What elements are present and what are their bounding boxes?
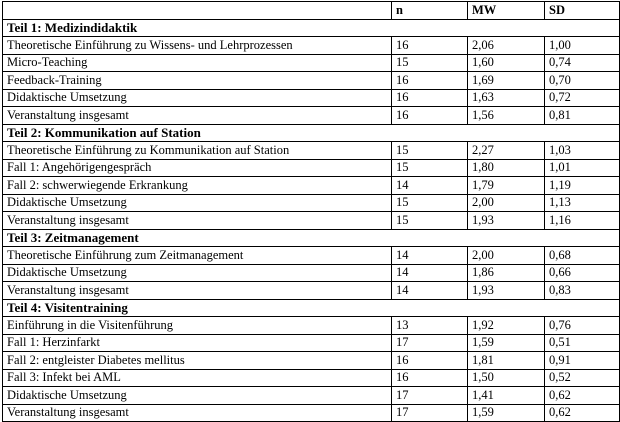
table-row <box>3 37 620 55</box>
item-label-cell: Micro-Teaching <box>3 54 392 72</box>
n-cell: 16 <box>392 107 468 125</box>
item-label-cell: Feedback-Training <box>3 72 392 90</box>
section-header-row <box>3 124 620 142</box>
sd-cell: 1,16 <box>545 212 620 230</box>
sd-cell: 0,72 <box>545 89 620 107</box>
item-label-cell: Veranstaltung insgesamt <box>3 107 392 125</box>
table-row <box>3 194 620 212</box>
table-row <box>3 404 620 422</box>
n-cell: 14 <box>392 282 468 300</box>
n-cell: 16 <box>392 72 468 90</box>
section-title: Teil 4: Visitentraining <box>3 299 620 317</box>
n-cell: 13 <box>392 317 468 335</box>
header-mw-cell: MW <box>468 2 545 20</box>
mw-cell: 1,92 <box>468 317 545 335</box>
header-sd-cell: SD <box>545 2 620 20</box>
n-cell: 14 <box>392 264 468 282</box>
item-label-cell: Veranstaltung insgesamt <box>3 212 392 230</box>
table-row <box>3 282 620 300</box>
sd-cell: 1,03 <box>545 142 620 160</box>
n-cell: 16 <box>392 352 468 370</box>
item-label-cell: Fall 1: Angehörigengespräch <box>3 159 392 177</box>
section-title: Teil 3: Zeitmanagement <box>3 229 620 247</box>
table-row <box>3 387 620 405</box>
table-row <box>3 334 620 352</box>
n-cell: 16 <box>392 37 468 55</box>
table-body <box>3 2 620 422</box>
item-label-cell: Didaktische Umsetzung <box>3 194 392 212</box>
mw-cell: 1,79 <box>468 177 545 195</box>
n-cell: 15 <box>392 194 468 212</box>
n-cell: 16 <box>392 89 468 107</box>
section-title: Teil 1: Medizindidaktik <box>3 19 620 37</box>
item-label-cell: Theoretische Einführung zu Kommunikation auf Station <box>3 142 392 160</box>
table-row <box>3 89 620 107</box>
mw-cell: 2,00 <box>468 247 545 265</box>
mw-cell: 1,93 <box>468 282 545 300</box>
mw-cell: 1,56 <box>468 107 545 125</box>
mw-cell: 1,80 <box>468 159 545 177</box>
table-row <box>3 159 620 177</box>
table-row <box>3 107 620 125</box>
table-row <box>3 212 620 230</box>
mw-cell: 2,27 <box>468 142 545 160</box>
item-label-cell: Didaktische Umsetzung <box>3 89 392 107</box>
item-label-cell: Theoretische Einführung zu Wissens- und Lehrprozessen <box>3 37 392 55</box>
n-cell: 14 <box>392 247 468 265</box>
sd-cell: 0,51 <box>545 334 620 352</box>
evaluation-table <box>2 1 620 422</box>
sd-cell: 0,70 <box>545 72 620 90</box>
mw-cell: 1,59 <box>468 404 545 422</box>
mw-cell: 1,63 <box>468 89 545 107</box>
sd-cell: 0,62 <box>545 387 620 405</box>
section-header-row <box>3 19 620 37</box>
sd-cell: 0,91 <box>545 352 620 370</box>
table-row <box>3 177 620 195</box>
mw-cell: 1,81 <box>468 352 545 370</box>
section-header-row <box>3 229 620 247</box>
item-label-cell: Veranstaltung insgesamt <box>3 282 392 300</box>
item-label-cell: Einführung in die Visitenführung <box>3 317 392 335</box>
mw-cell: 1,69 <box>468 72 545 90</box>
item-label-cell: Fall 2: entgleister Diabetes mellitus <box>3 352 392 370</box>
mw-cell: 2,06 <box>468 37 545 55</box>
section-header-row <box>3 299 620 317</box>
sd-cell: 0,81 <box>545 107 620 125</box>
header-n-cell: n <box>392 2 468 20</box>
mw-cell: 1,50 <box>468 369 545 387</box>
mw-cell: 1,60 <box>468 54 545 72</box>
n-cell: 17 <box>392 334 468 352</box>
section-title: Teil 2: Kommunikation auf Station <box>3 124 620 142</box>
mw-cell: 1,41 <box>468 387 545 405</box>
item-label-cell: Didaktische Umsetzung <box>3 264 392 282</box>
item-label-cell: Fall 1: Herzinfarkt <box>3 334 392 352</box>
table-row <box>3 264 620 282</box>
item-label-cell: Veranstaltung insgesamt <box>3 404 392 422</box>
item-label-cell: Fall 3: Infekt bei AML <box>3 369 392 387</box>
sd-cell: 0,68 <box>545 247 620 265</box>
mw-cell: 1,93 <box>468 212 545 230</box>
sd-cell: 0,52 <box>545 369 620 387</box>
mw-cell: 2,00 <box>468 194 545 212</box>
n-cell: 17 <box>392 404 468 422</box>
sd-cell: 1,13 <box>545 194 620 212</box>
mw-cell: 1,86 <box>468 264 545 282</box>
sd-cell: 1,01 <box>545 159 620 177</box>
header-row <box>3 2 620 20</box>
sd-cell: 0,62 <box>545 404 620 422</box>
sd-cell: 0,74 <box>545 54 620 72</box>
sd-cell: 1,19 <box>545 177 620 195</box>
n-cell: 15 <box>392 159 468 177</box>
sd-cell: 0,83 <box>545 282 620 300</box>
n-cell: 17 <box>392 387 468 405</box>
table-row <box>3 142 620 160</box>
table-row <box>3 317 620 335</box>
table-row <box>3 352 620 370</box>
n-cell: 14 <box>392 177 468 195</box>
sd-cell: 0,66 <box>545 264 620 282</box>
n-cell: 15 <box>392 212 468 230</box>
n-cell: 15 <box>392 54 468 72</box>
table-row <box>3 72 620 90</box>
n-cell: 16 <box>392 369 468 387</box>
n-cell: 15 <box>392 142 468 160</box>
table-row <box>3 54 620 72</box>
item-label-cell: Theoretische Einführung zum Zeitmanagement <box>3 247 392 265</box>
header-label-cell <box>3 2 392 20</box>
sd-cell: 0,76 <box>545 317 620 335</box>
item-label-cell: Didaktische Umsetzung <box>3 387 392 405</box>
sd-cell: 1,00 <box>545 37 620 55</box>
table-row <box>3 247 620 265</box>
item-label-cell: Fall 2: schwerwiegende Erkrankung <box>3 177 392 195</box>
mw-cell: 1,59 <box>468 334 545 352</box>
table-row <box>3 369 620 387</box>
